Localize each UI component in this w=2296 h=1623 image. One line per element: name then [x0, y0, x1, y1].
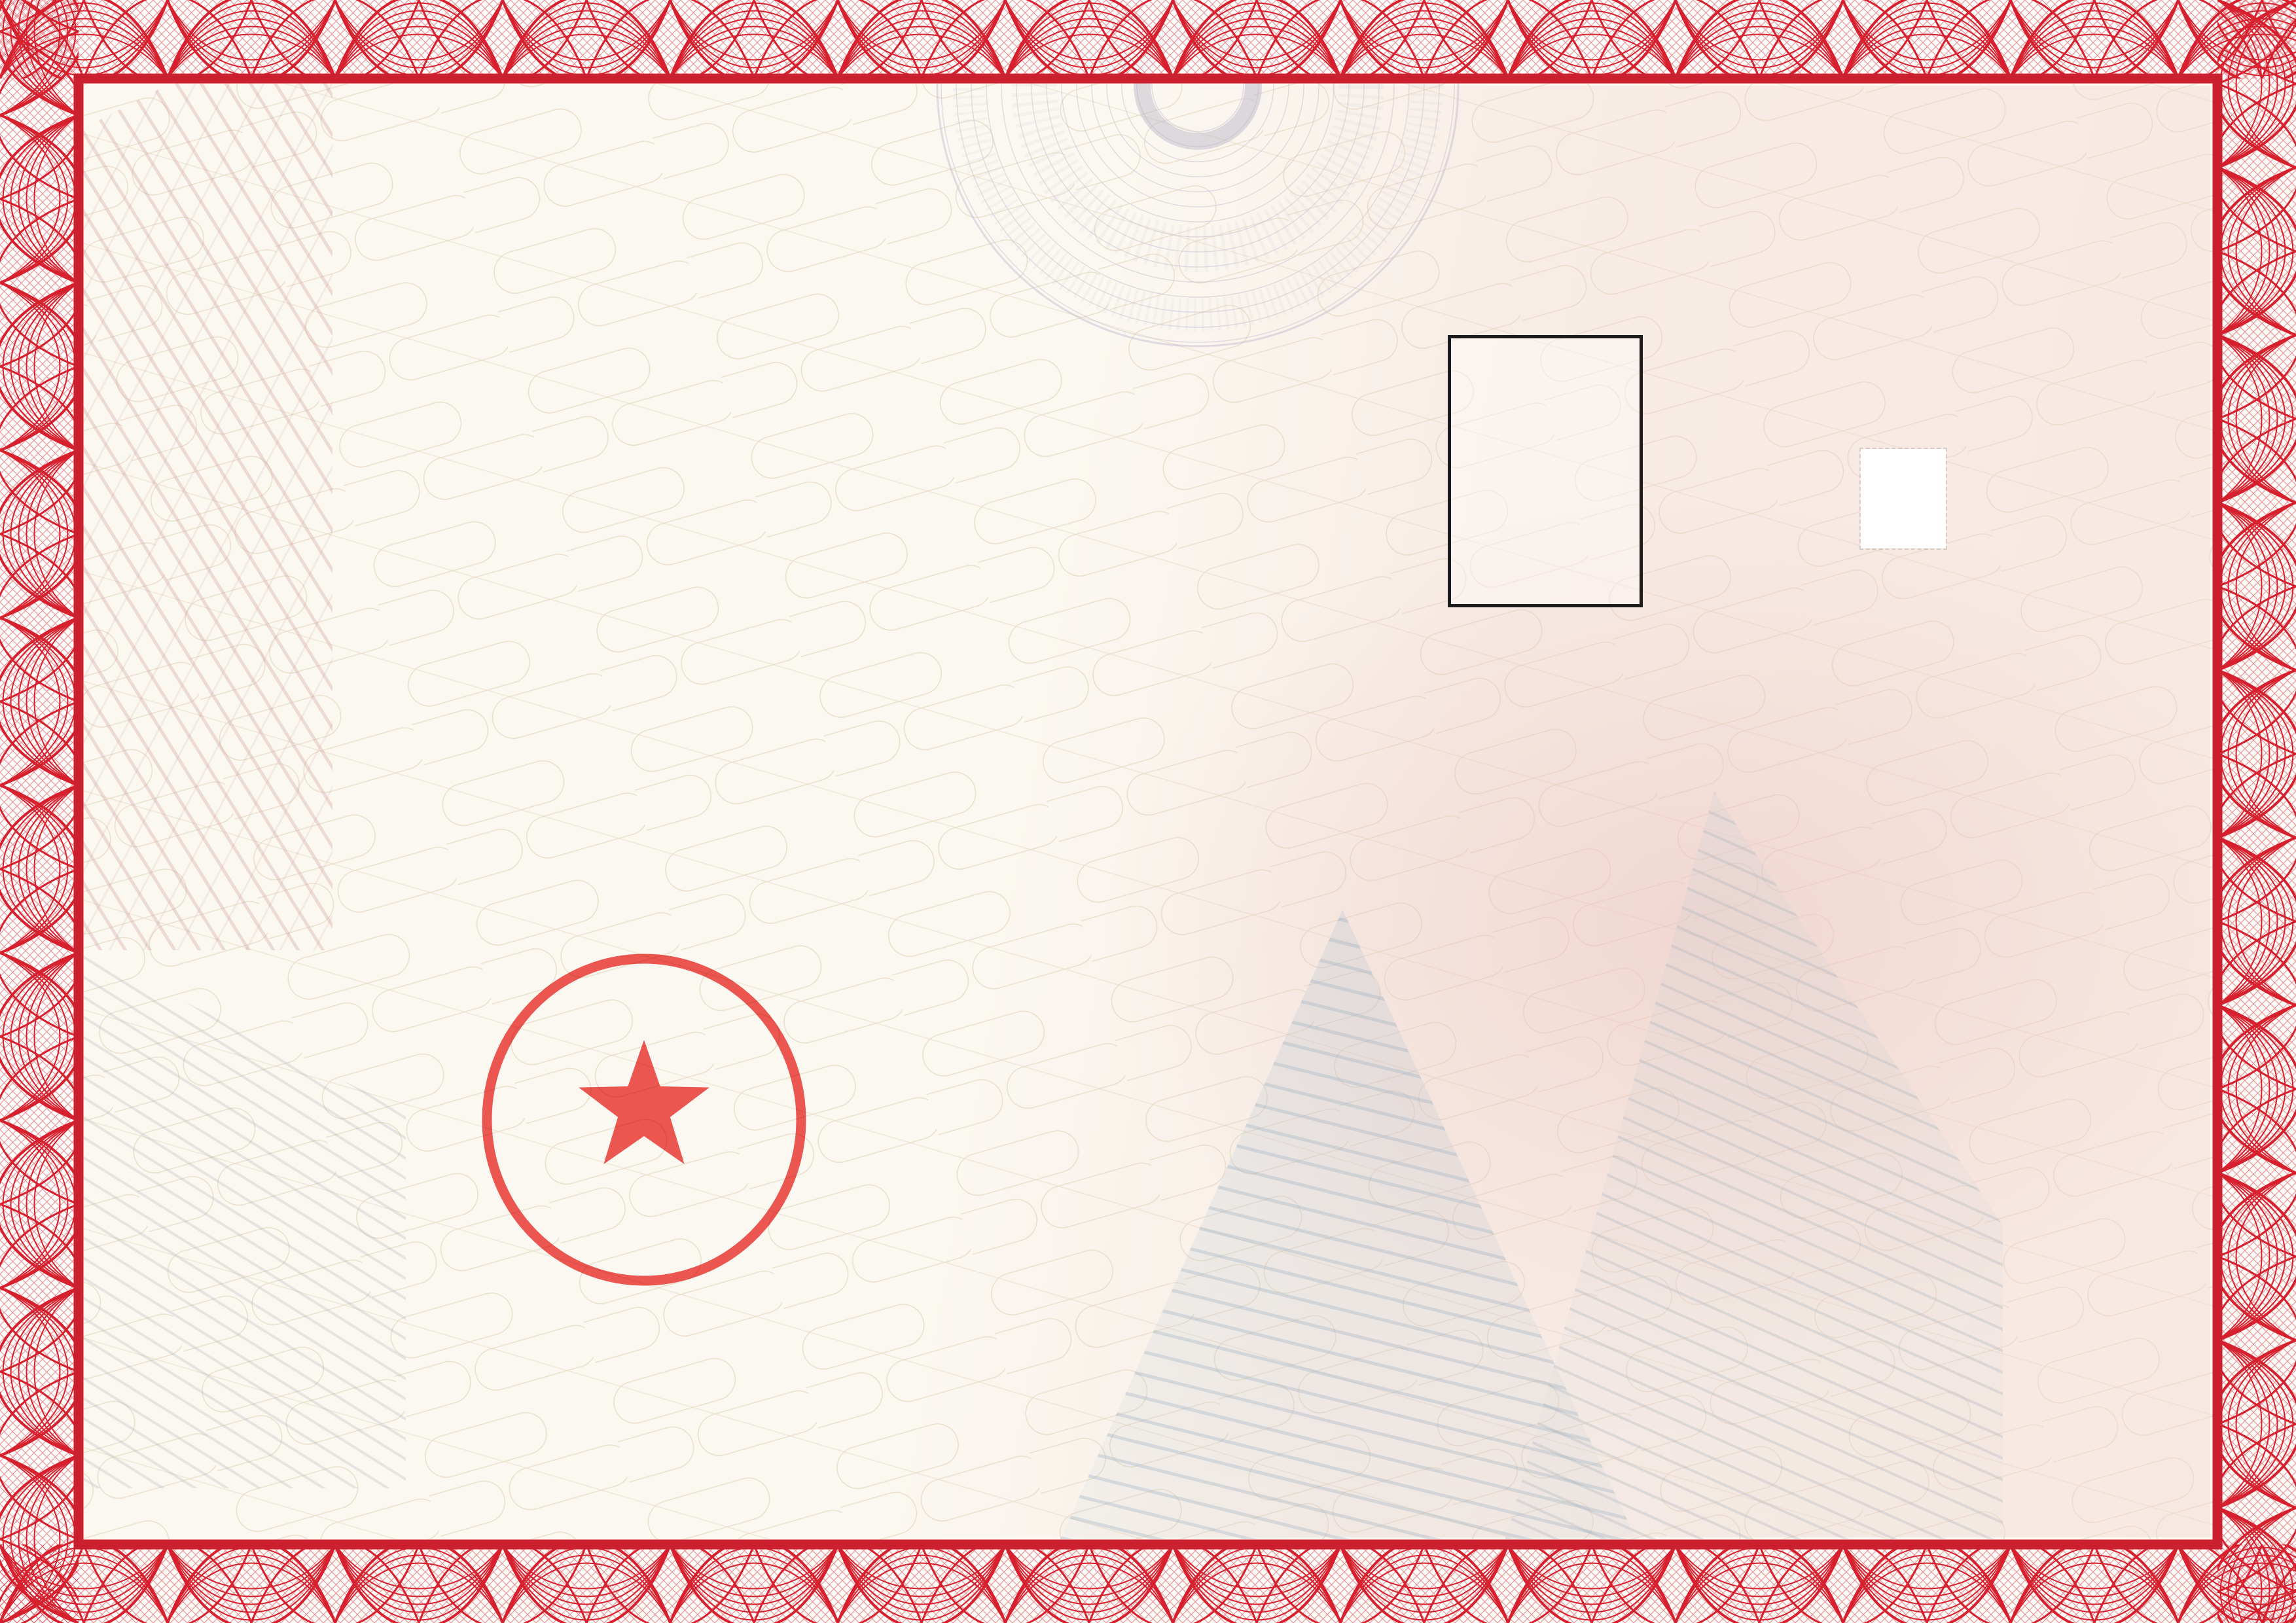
- assessment-query-line: [168, 1353, 186, 1388]
- issue-date-line: [420, 1149, 442, 1190]
- company-seal: [473, 946, 816, 1296]
- qr-code: [1782, 366, 2019, 614]
- qr-logo: [1861, 449, 1946, 548]
- inner-frame-line: [79, 79, 2217, 1544]
- seal-star-icon: [579, 1040, 709, 1164]
- title-block: [190, 193, 1172, 210]
- photo-placeholder-box: [1448, 335, 1643, 607]
- certificate-query-line: [168, 1293, 186, 1328]
